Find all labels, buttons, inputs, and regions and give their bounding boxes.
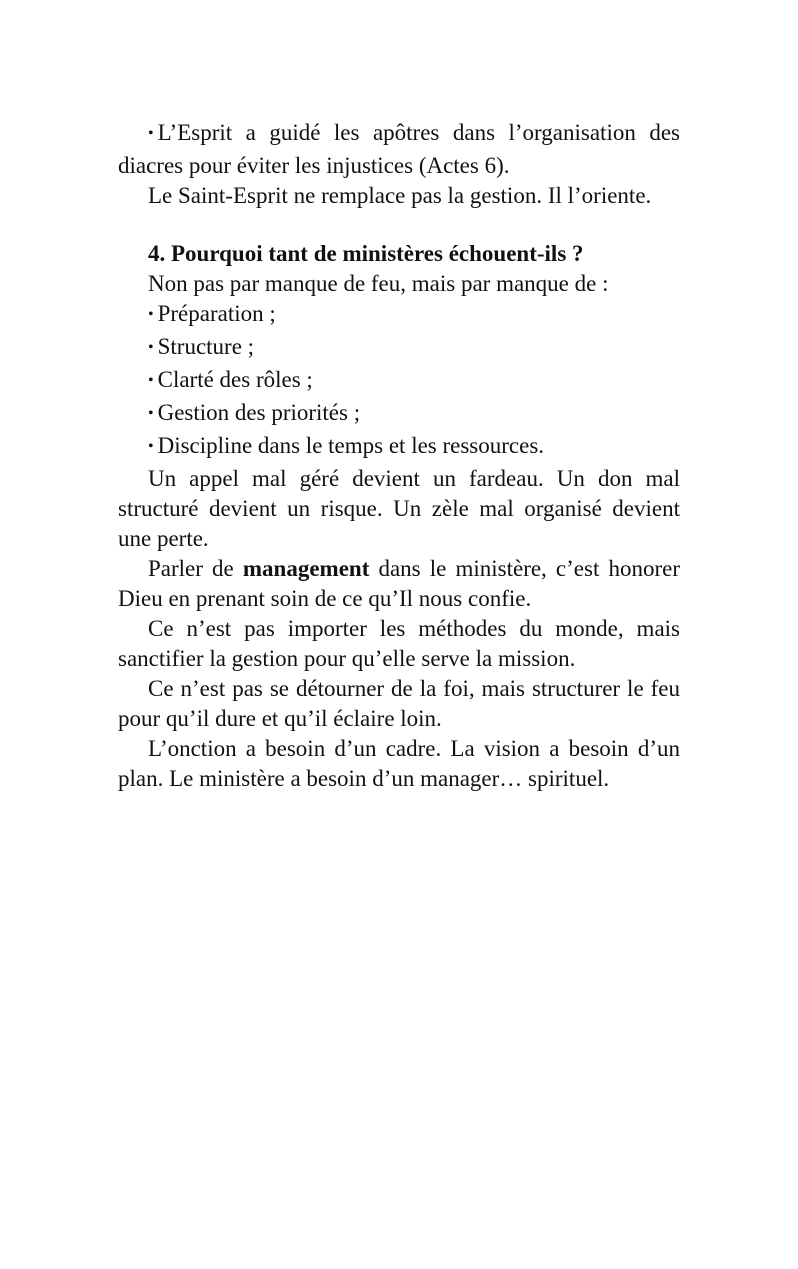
paragraph-2-end: dans le ministère, c’est honorer Dieu en prenant soin de ce qu’Il nous confie.	[118, 556, 680, 611]
bullet-icon: •	[148, 306, 154, 323]
list-item-text: Structure ;	[157, 334, 255, 359]
list-item	[118, 365, 680, 398]
list-item	[118, 431, 680, 464]
list-item	[118, 398, 680, 431]
bullet-icon: •	[148, 438, 154, 455]
list-item-text: Discipline dans le temps et les ressources.	[157, 433, 545, 458]
section-lead: Non pas par manque de feu, mais par manque de :	[148, 271, 609, 296]
section-heading: 4. Pourquoi tant de ministères échouent-ils ?	[148, 241, 584, 266]
list-item-text: Préparation ;	[157, 301, 276, 326]
bullet-icon: •	[148, 372, 154, 389]
list-item	[118, 299, 680, 332]
bullet-icon: •	[148, 339, 154, 356]
list-item-text: Gestion des priorités ;	[157, 400, 361, 425]
body-paragraph-2	[118, 554, 680, 614]
list-item-text: Clarté des rôles ;	[157, 367, 313, 392]
intro-statement: Le Saint-Esprit ne remplace pas la gestion. Il l’oriente.	[148, 183, 652, 208]
bullet-icon: •	[148, 125, 154, 142]
document-page	[118, 118, 680, 794]
intro-bullet-item	[118, 118, 680, 181]
paragraph-2-start: Parler de	[148, 556, 243, 581]
bullet-icon: •	[148, 405, 154, 422]
list-item	[118, 332, 680, 365]
intro-bullet-text: L’Esprit a guidé les apôtres dans l’organisation des diacres pour éviter les injustices (Actes 6).	[118, 120, 680, 178]
body-paragraph-4: Ce n’est pas se détourner de la foi, mais structurer le feu pour qu’il dure et qu’il éclaire loin.	[118, 676, 680, 731]
body-paragraph-3: Ce n’est pas importer les méthodes du monde, mais sanctifier la gestion pour qu’elle serve la mission.	[118, 616, 680, 671]
body-paragraph-5: L’onction a besoin d’un cadre. La vision a besoin d’un plan. Le ministère a besoin d’un manager… spirituel.	[118, 736, 680, 791]
body-paragraph-1: Un appel mal géré devient un fardeau. Un don mal structuré devient un risque. Un zèle mal organisé devient une perte.	[118, 466, 680, 551]
emphasis-management: management	[242, 556, 370, 581]
